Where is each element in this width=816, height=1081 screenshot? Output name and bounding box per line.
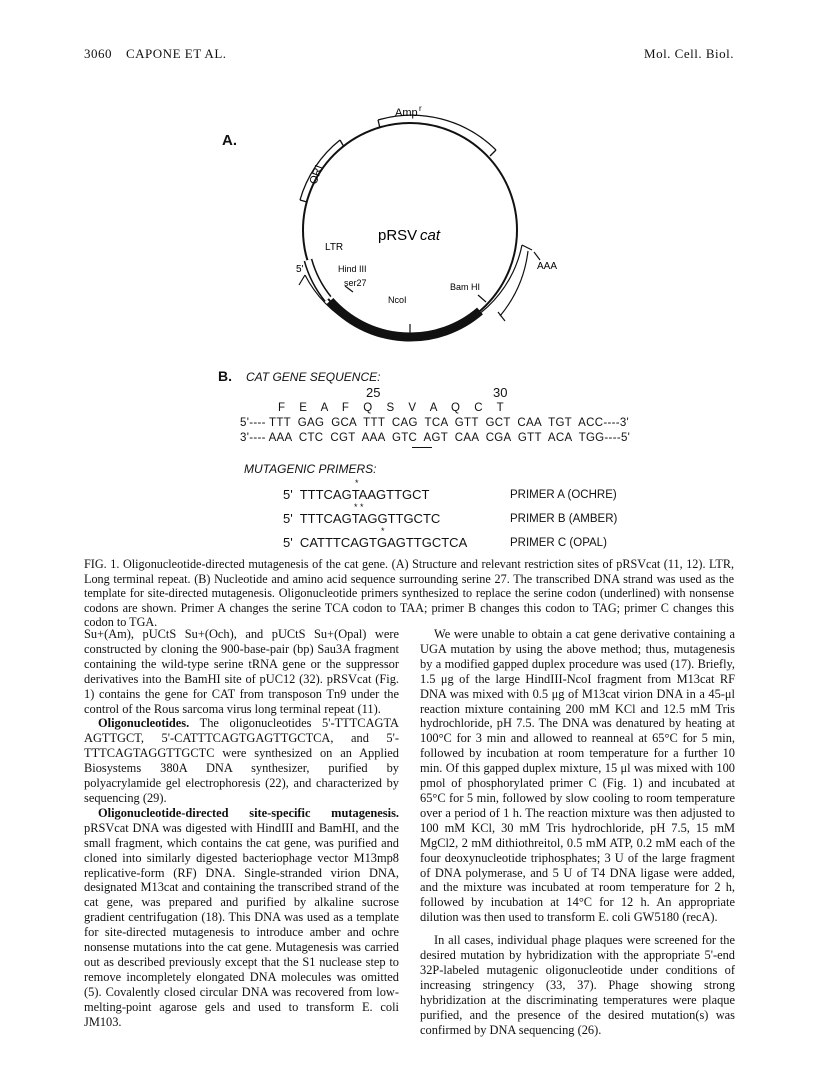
ser27-label: ser27 bbox=[344, 278, 367, 288]
oligonucleotides-heading: Oligonucleotides. bbox=[98, 716, 190, 731]
primer-a-name: PRIMER A (OCHRE) bbox=[510, 489, 617, 501]
running-authors: CAPONE ET AL. bbox=[126, 46, 227, 61]
ncoi-label: NcoI bbox=[388, 295, 407, 305]
cat-gene-segment bbox=[330, 301, 480, 337]
primer-b-name: PRIMER B (AMBER) bbox=[510, 513, 618, 525]
panel-b-label: B. bbox=[218, 368, 232, 384]
hindiii-label: Hind III bbox=[338, 264, 367, 274]
primer-a-star: * bbox=[355, 478, 359, 488]
plasmid-name: pRSV bbox=[378, 227, 418, 244]
primer-b-seq: 5' TTTCAGTAGGTTGCTC bbox=[283, 511, 441, 526]
primer-c-seq: 5' CATTTCAGTGAGTTGCTCA bbox=[283, 535, 468, 550]
strand-bottom: 3'---- AAA CTC CGT AAA GTC AGT CAA CGA GTT ACA TGG----5' bbox=[240, 432, 631, 444]
aaa-label: AAA bbox=[537, 261, 558, 272]
amp-arc bbox=[378, 115, 496, 150]
left-paragraph-2 bbox=[84, 716, 399, 805]
plasmid-name-italic: cat bbox=[420, 227, 441, 244]
left-paragraph-1: Su+(Am), pUCtS Su+(Och), and pUCtS Su+(Opal) were constructed by cloning the 900-base-pair (bp) Sau3A fragment containing the wild-type serine tRNA gene or the suppressor derivatives into the BamHI site of pUC12 (32). pRSVcat (Fig. 1) contains the gene for CAT from transposon Tn9 under the control of the Rous sarcoma virus long terminal repeat (11). bbox=[84, 627, 399, 716]
right-paragraph-1: We were unable to obtain a cat gene derivative containing a UGA mutation by using the above method; thus, mutagenesis by a modified gapped duplex procedure was used (17). Briefly, 1.5 μg of the large HindIII-NcoI fragment from M13cat RF DNA was mixed with 0.5 μg of M13cat virion DNA in a 45-μl reaction mixture containing 200 mM KCl and 12.5 mM Tris hydrochloride, pH 7.5. The DNA was denatured by heating at 100°C for 3 min and allowed to reanneal at 65°C for 5 min, followed by incubation at room temperature for a further 10 min. Of this gapped duplex mixture, 15 μl was mixed with 100 pmol of phosphorylated primer C (Fig. 1) and incubated at 65°C for 5 min, followed by slow cooling to room temperature over a period of 1 h. The reaction mixture was then adjusted to 100 mM KCl, 30 mM Tris hydrochloride, pH 7.5, 15 mM MgCl2, 2 mM dithiothreitol, 0.5 mM ATP, 0.2 mM each of the four deoxynucleotide triphosphates; 3 U of the large fragment of DNA polymerase, and 5 U of T4 DNA ligase were added, and the mixture was incubated at room temperature for 2 h, followed by incubation at 14°C for 12 h. An appropriate dilution was then used to transform E. coli GW5180 (recA). bbox=[420, 627, 735, 925]
oligonucleotides-text: The oligonucleotides 5'-TTTCAGTA AGTTGCT, 5'-CATTTCAGTGAGTTGCTCA, and 5'-TTTCAGTAGGTTGCTC were synthesized on an Applied Biosystems 380A DNA synthesizer, purified by polyacrylamide gel electrophoresis (22), and characterized by sequencing (29). bbox=[84, 716, 399, 805]
primer-b-stars: * * bbox=[354, 502, 364, 512]
amino-acid-row: F E A F Q S V A Q C T bbox=[278, 402, 504, 414]
amp-label: Amp bbox=[395, 107, 418, 119]
ori-label: ORI bbox=[307, 163, 326, 187]
position-30: 30 bbox=[493, 385, 508, 400]
plasmid-map bbox=[260, 90, 590, 365]
mutagenesis-text: pRSVcat DNA was digested with HindIII and BamHI, and the small fragment, which contains the cat gene, was purified and cloned into similarly digested bacteriophage vector M13mp8 replicative-form (RF) DNA. Single-stranded virion DNA, designated M13cat and containing the transcribed strand of the cat gene, was prepared and purified by alkaline sucrose gradient centrifugation (18). This DNA was used as a template for site-directed mutagenesis to introduce amber and ochre nonsense mutations into the cat gene. Mutagenesis was carried out as described previously except that the S1 nuclease step to remove incompletely elongated DNA molecules was omitted (5). Covalently closed circular DNA was recovered from low-melting-point agarose gels and used to transform E. coli JM103. bbox=[84, 820, 399, 1029]
ltr-label: LTR bbox=[325, 242, 344, 253]
journal-name: Mol. Cell. Biol. bbox=[644, 46, 734, 61]
left-paragraph-3 bbox=[84, 806, 399, 1030]
left-column bbox=[84, 627, 399, 1029]
figure-caption: FIG. 1. Oligonucleotide-directed mutagenesis of the cat gene. (A) Structure and relevant restriction sites of pRSVcat (11, 12). LTR, Long terminal repeat. (B) Nucleotide and amino acid sequence surrounding serine 27. The transcribed DNA strand was used as the template for site-directed mutagenesis. Oligonucleotide primers synthesized to replace the serine codon (underlined) with nonsense codons are shown. Primer A changes the serine TCA codon to TAA; primer B changes this codon to TAG; primer C changes this codon to TGA. bbox=[84, 557, 734, 629]
position-25: 25 bbox=[366, 385, 381, 400]
page-number: 3060 bbox=[84, 46, 112, 61]
right-column bbox=[420, 627, 735, 1037]
right-paragraph-2: In all cases, individual phage plaques were screened for the desired mutation by hybridization with the appropriate 5'-end 32P-labeled mutagenic oligonucleotide under conditions of increasing stringency (33, 37). Phage showing strong hybridization at the discriminating temperatures were plaque purified, and the presence of the desired mutation(s) was confirmed by DNA sequencing (26). bbox=[420, 933, 735, 1037]
mutagenesis-heading: Oligonucleotide-directed site-specific mutagenesis. bbox=[98, 805, 399, 820]
serine-codon-underline bbox=[412, 447, 432, 448]
five-prime-label: 5' bbox=[296, 264, 304, 275]
primer-c-name: PRIMER C (OPAL) bbox=[510, 537, 607, 549]
bamhi-label: Bam HI bbox=[450, 282, 481, 292]
gene-sequence-title: CAT GENE SEQUENCE: bbox=[246, 370, 381, 384]
amp-sup-label: r bbox=[419, 104, 422, 113]
strand-top: 5'---- TTT GAG GCA TTT CAG TCA GTT GCT CAA TGT ACC----3' bbox=[240, 417, 630, 429]
primer-a-seq: 5' TTTCAGTAAGTTGCT bbox=[283, 487, 430, 502]
primers-title: MUTAGENIC PRIMERS: bbox=[244, 462, 377, 476]
panel-a-label: A. bbox=[222, 132, 237, 149]
primer-c-star: * bbox=[381, 526, 385, 536]
transcript-arc bbox=[305, 245, 522, 338]
